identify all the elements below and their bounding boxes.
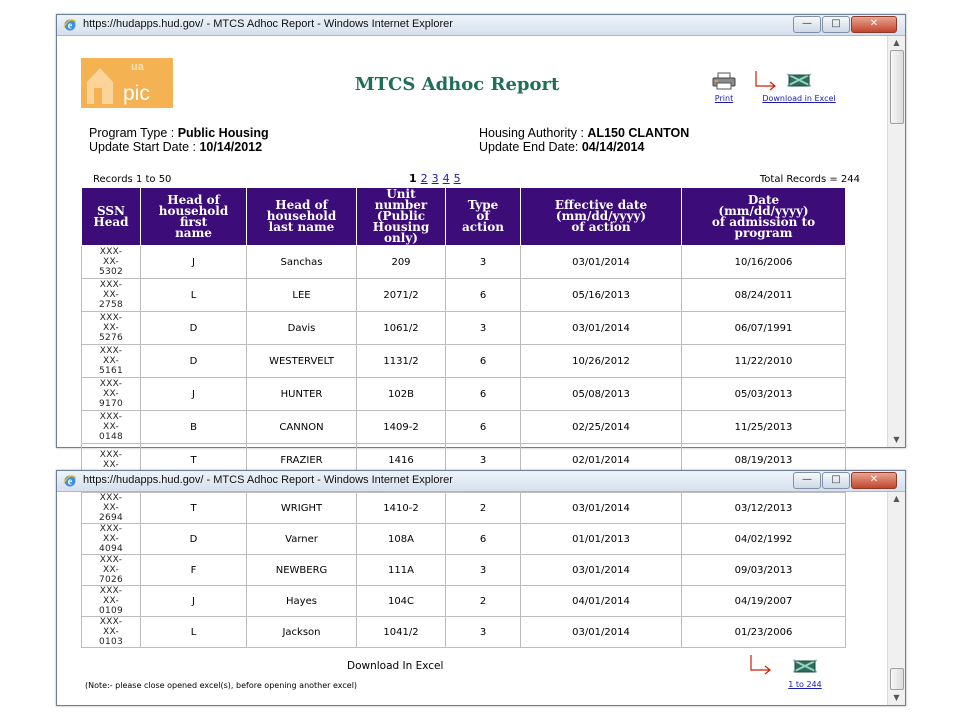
excel-download-icon[interactable] [785,72,813,88]
cell-ssn [82,586,141,617]
ssn-part: XXX- [99,450,123,460]
header-line: Head [93,214,129,229]
scroll-thumb[interactable] [890,668,904,690]
cell-last: HUNTER [247,378,357,411]
ssn-part: XXX- [99,555,123,565]
ssn-part: XX- [102,356,120,366]
header-line: action [462,220,504,234]
cell-unit: 111A [357,555,446,586]
header-line: household [266,209,337,223]
cell-admission: 10/16/2006 [682,246,846,279]
download-excel-control[interactable] [739,72,859,103]
logo-pic-text: pic [123,82,150,105]
records-table-continued [81,492,846,648]
cell-unit: 104C [357,586,446,617]
header-line: Effective date [554,198,648,212]
cell-last: CANNON [247,411,357,444]
cell-action: 6 [446,279,521,312]
header-line: SSN [96,203,126,218]
vertical-scrollbar[interactable] [887,492,905,705]
cell-effective: 03/01/2014 [521,312,682,345]
maximize-icon: □ [831,474,841,485]
window-title: https://hudapps.hud.gov/ - MTCS Adhoc Report - Windows Internet Explorer [83,474,453,486]
header-line: Type [467,198,499,212]
header-line: number [374,198,428,212]
header-line: last name [268,220,335,234]
ssn-part: 2758 [98,300,124,310]
ssn-part: XX- [102,565,120,575]
cell-action: 3 [446,617,521,648]
cell-unit: 102B [357,378,446,411]
housing-authority-value: AL150 CLANTON [587,126,690,140]
ssn-part: XXX- [99,313,123,323]
minimize-icon: — [802,18,812,29]
cell-admission: 03/12/2013 [682,493,846,524]
scroll-up-arrow-icon[interactable]: ▲ [893,38,900,47]
ssn-part: XXX- [99,412,123,422]
cell-first: D [141,345,247,378]
cell-last: NEWBERG [247,555,357,586]
cell-first: J [141,586,247,617]
table-row [82,378,846,411]
update-end-value: 04/14/2014 [581,140,645,154]
cell-admission: 04/19/2007 [682,586,846,617]
red-arrow-icon [749,654,777,676]
cell-admission: 04/02/1992 [682,524,846,555]
ssn-part: 4094 [98,544,124,554]
minimize-button[interactable] [793,472,821,489]
table-row [82,555,846,586]
printer-icon[interactable] [711,72,737,90]
cell-ssn [82,246,141,279]
ssn-part: XXX- [99,280,123,290]
range-link[interactable]: 1 to 244 [788,680,822,689]
update-start-label: Update Start Date : [89,140,200,154]
svg-text:e: e [67,20,73,32]
logo-top-text: ua [131,61,144,73]
ssn-part: XXX- [99,346,123,356]
maximize-icon: □ [831,18,841,29]
cell-ssn [82,378,141,411]
cell-effective: 05/08/2013 [521,378,682,411]
cell-unit: 1131/2 [357,345,446,378]
header-line: of admission to [711,214,816,229]
header-line: name [175,225,212,240]
cell-admission: 11/22/2010 [682,345,846,378]
browser-window-top [56,14,906,470]
pagination [409,172,465,185]
cell-last: Davis [247,312,357,345]
cell-last: FRAZIER [247,444,357,477]
svg-text:e: e [67,476,73,488]
table-header-row [82,188,846,246]
cell-first: D [141,524,247,555]
ssn-part: XX- [102,422,120,432]
ssn-part: XX- [102,534,120,544]
ssn-part: 9170 [98,399,124,409]
cell-last: WESTERVELT [247,345,357,378]
table-row [82,493,846,524]
column-header-first-name [141,188,247,246]
header-line: (mm/dd/yyyy) [718,203,809,218]
ssn-part: XXX- [99,493,123,503]
update-start-date [89,140,262,154]
housing-authority-label: Housing Authority : [479,126,588,140]
scroll-thumb[interactable] [890,50,904,124]
table-row [82,524,846,555]
cell-last: LEE [247,279,357,312]
ssn-part: 0109 [98,606,124,616]
ssn-part: XXX- [99,586,123,596]
ssn-part: 0148 [98,432,124,442]
column-header-last-name [247,188,357,246]
total-records: Total Records = 244 [759,174,860,185]
update-start-value: 10/14/2012 [199,140,263,154]
ssn-part: XX- [102,257,120,267]
header-line: Unit [386,187,416,201]
records-table [81,187,846,477]
ssn-part: XX- [102,460,120,470]
scroll-down-arrow-icon[interactable]: ▼ [893,435,900,444]
table-row [82,617,846,648]
header-line: of [476,209,490,223]
cell-effective: 03/01/2014 [521,617,682,648]
page-content [57,36,905,470]
maximize-button[interactable] [822,472,850,489]
cell-action: 3 [446,246,521,279]
cell-action: 2 [446,493,521,524]
ssn-part: XX- [102,503,120,513]
cell-unit: 209 [357,246,446,279]
ie-icon [63,18,77,32]
cell-action: 6 [446,378,521,411]
cell-admission: 08/19/2013 [682,444,846,477]
house-logo-icon [85,64,115,104]
header-line: Housing [372,220,430,234]
header-line: Head of [275,198,328,212]
cell-admission: 01/23/2006 [682,617,846,648]
logo [81,58,173,108]
cell-unit: 1409-2 [357,411,446,444]
cell-unit: 1041/2 [357,617,446,648]
excel-download-icon[interactable] [791,658,819,674]
ssn-part: 5302 [98,267,124,277]
cell-first: B [141,411,247,444]
header-line: only) [384,231,418,245]
cell-first: T [141,444,247,477]
page-current: 1 [409,172,417,185]
cell-ssn [82,555,141,586]
header-line: (mm/dd/yyyy) [555,209,647,223]
cell-last: Hayes [247,586,357,617]
ssn-part: 2694 [98,513,124,523]
column-header-unit-number [357,188,446,246]
ssn-part: XX- [102,389,120,399]
scroll-down-arrow-icon[interactable]: ▼ [893,693,900,702]
ie-icon [63,474,77,488]
page-link-2[interactable]: 2 [420,172,428,185]
column-header-admission-date [682,188,846,246]
cell-ssn [82,279,141,312]
program-type-value: Public Housing [177,126,269,140]
close-button[interactable] [851,16,897,33]
print-link[interactable]: Print [714,94,734,103]
cell-effective: 03/01/2014 [521,555,682,586]
cell-effective: 02/25/2014 [521,411,682,444]
excel-note: (Note:- please close opened excel(s), before opening another excel) [85,681,358,690]
cell-admission: 11/25/2013 [682,411,846,444]
cell-last: Jackson [247,617,357,648]
maximize-button[interactable] [822,16,850,33]
column-header-effective-date [521,188,682,246]
cell-effective: 03/01/2014 [521,493,682,524]
ssn-part: XXX- [99,524,123,534]
cell-admission: 09/03/2013 [682,555,846,586]
cell-ssn [82,411,141,444]
table-row [82,411,846,444]
scroll-up-arrow-icon[interactable]: ▲ [893,494,900,503]
minimize-icon: — [802,474,812,485]
ssn-part: 5161 [98,366,124,376]
download-in-excel-text: Download In Excel [347,660,444,672]
cell-ssn [82,524,141,555]
title-bar [57,471,905,492]
records-range: Records 1 to 50 [93,174,172,185]
window-title: https://hudapps.hud.gov/ - MTCS Adhoc Report - Windows Internet Explorer [83,18,453,30]
report-title: MTCS Adhoc Report [354,74,560,95]
cell-effective: 10/26/2012 [521,345,682,378]
vertical-scrollbar[interactable] [887,36,905,447]
table-row [82,312,846,345]
header-line: of action [571,220,631,234]
ssn-part: 7026 [98,575,124,585]
page-link-3[interactable]: 3 [431,172,439,185]
cell-ssn [82,617,141,648]
ssn-part: XX- [102,596,120,606]
table-row [82,586,846,617]
ssn-part: XX- [102,290,120,300]
download-range-control[interactable] [775,658,835,689]
cell-first: L [141,617,247,648]
minimize-button[interactable] [793,16,821,33]
cell-action: 2 [446,586,521,617]
cell-unit: 1410-2 [357,493,446,524]
table-row [82,246,846,279]
cell-effective: 04/01/2014 [521,586,682,617]
cell-admission: 06/07/1991 [682,312,846,345]
browser-window-bottom [56,470,906,706]
ssn-part: XXX- [99,379,123,389]
table-row [82,279,846,312]
page-link-4[interactable]: 4 [442,172,450,185]
table-body-top [82,246,846,477]
housing-authority [479,126,689,140]
header-line: first [179,214,208,229]
cell-ssn [82,345,141,378]
page-link-5[interactable]: 5 [453,172,461,185]
cell-unit: 1416 [357,444,446,477]
print-control[interactable] [707,72,741,103]
close-button[interactable] [851,472,897,489]
program-type-label: Program Type : [89,126,178,140]
header-line: program [734,225,793,240]
close-icon: ✕ [869,474,879,485]
page-content [57,492,905,705]
cell-admission: 08/24/2011 [682,279,846,312]
cell-action: 6 [446,524,521,555]
cell-unit: 2071/2 [357,279,446,312]
cell-first: L [141,279,247,312]
ssn-part: XXX- [99,617,123,627]
cell-action: 6 [446,411,521,444]
ssn-part: XX- [102,627,120,637]
close-icon: ✕ [869,18,879,29]
cell-effective: 01/01/2013 [521,524,682,555]
table-row [82,345,846,378]
ssn-part: XXX- [99,247,123,257]
cell-effective: 02/01/2014 [521,444,682,477]
cell-unit: 1061/2 [357,312,446,345]
header-line: Head of [167,192,220,207]
cell-action: 3 [446,555,521,586]
ssn-part: 5276 [98,333,124,343]
cell-ssn [82,312,141,345]
cell-first: F [141,555,247,586]
program-type [89,126,269,140]
cell-first: J [141,246,247,279]
cell-ssn [82,493,141,524]
header-line: (Public [376,209,426,223]
header-line: Date [747,192,780,207]
cell-first: D [141,312,247,345]
ssn-part: XX- [102,323,120,333]
update-end-date [479,140,644,154]
cell-first: T [141,493,247,524]
title-bar [57,15,905,36]
cell-unit: 108A [357,524,446,555]
cell-effective: 05/16/2013 [521,279,682,312]
cell-effective: 03/01/2014 [521,246,682,279]
update-end-label: Update End Date: [479,140,582,154]
cell-action: 6 [446,345,521,378]
cell-action: 3 [446,312,521,345]
header-line: household [158,203,229,218]
column-header-ssn [82,188,141,246]
table-body-bottom [82,493,846,648]
cell-admission: 05/03/2013 [682,378,846,411]
download-excel-link[interactable]: Download in Excel [762,94,836,103]
cell-first: J [141,378,247,411]
cell-last: WRIGHT [247,493,357,524]
column-header-type-of-action [446,188,521,246]
cell-last: Sanchas [247,246,357,279]
cell-action: 3 [446,444,521,477]
cell-last: Varner [247,524,357,555]
ssn-part: 0103 [98,637,124,647]
